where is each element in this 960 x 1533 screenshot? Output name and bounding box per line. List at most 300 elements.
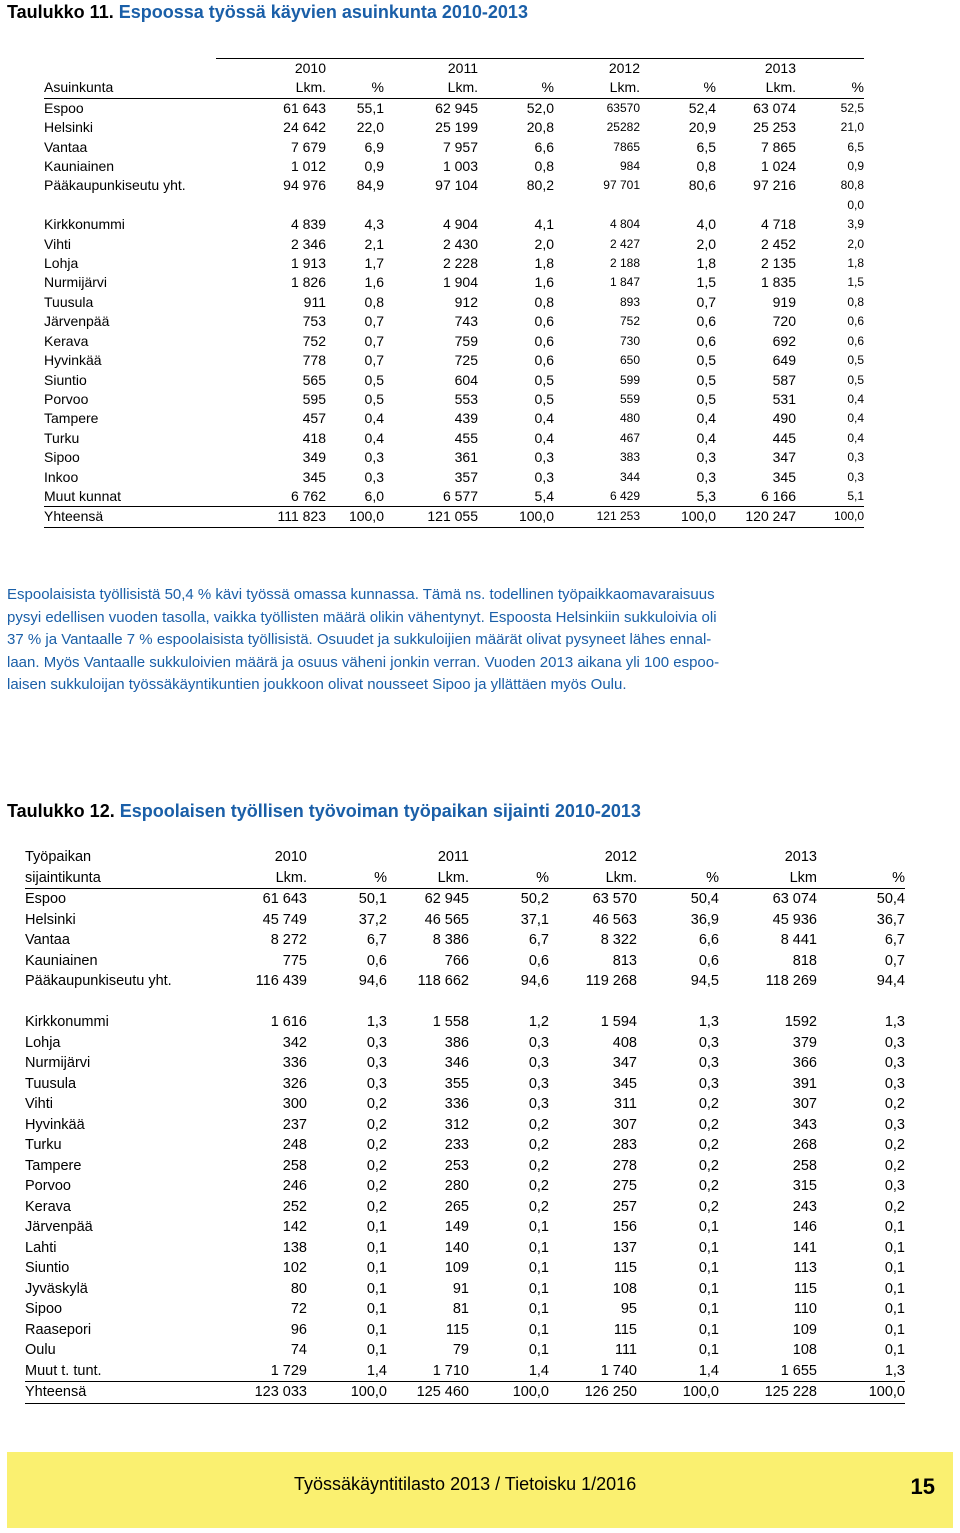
data-cell: 81 [452, 1301, 469, 1317]
data-cell: 0,3 [696, 468, 716, 485]
header-year: 2012 [604, 849, 637, 865]
data-cell: 1,6 [364, 274, 384, 291]
row-label: Oulu [25, 1342, 56, 1358]
data-cell: 1,3 [884, 1014, 905, 1030]
data-cell: 0,0 [847, 197, 864, 212]
header-row [25, 868, 905, 889]
data-cell: 0,1 [528, 1321, 549, 1338]
data-cell: 0,6 [847, 314, 864, 329]
row-label: Turku [44, 429, 80, 446]
row-label: Järvenpää [44, 313, 110, 330]
data-cell: 6,6 [534, 138, 554, 155]
data-cell: 0,2 [366, 1096, 387, 1112]
row-label: Sipoo [25, 1301, 63, 1317]
data-cell: 0,2 [698, 1157, 719, 1174]
data-cell: 142 [282, 1219, 307, 1235]
data-cell [640, 196, 716, 215]
data-cell: 0,3 [884, 1034, 905, 1051]
paragraph-line: laisen sukkuloijan työssäkäyntikuntien joukkoon olivat nousseet Sipoo ja yllättäen myös Oulu. [7, 676, 627, 693]
data-cell: 118 662 [417, 973, 469, 989]
data-cell: 50,2 [520, 891, 549, 907]
row-label: Yhteensä [25, 1382, 225, 1404]
row-label: Sipoo [44, 449, 80, 466]
data-cell: 326 [282, 1075, 307, 1092]
table-row [25, 1094, 905, 1115]
data-cell: 278 [612, 1157, 637, 1174]
row-label: Siuntio [44, 371, 87, 388]
table-row [44, 215, 864, 234]
data-cell: 347 [772, 449, 796, 466]
header-year: 2011 [384, 59, 478, 79]
data-cell: 25282 [606, 120, 640, 135]
data-cell: 0,4 [364, 410, 384, 427]
data-cell: 126 250 [549, 1382, 637, 1404]
data-cell: 94,6 [520, 973, 549, 989]
table-row [44, 98, 864, 118]
data-cell: 258 [282, 1157, 307, 1174]
data-cell [549, 992, 637, 1013]
table-row [44, 196, 864, 215]
data-cell: 0,6 [847, 333, 864, 348]
data-cell: 121 253 [554, 507, 640, 527]
data-cell: 439 [454, 410, 478, 427]
row-label: Tuusula [44, 293, 94, 310]
data-cell: 336 [282, 1055, 307, 1071]
header-unit: % [640, 78, 716, 98]
data-cell: 111 823 [216, 507, 326, 527]
data-cell: 1,8 [534, 255, 554, 272]
table-row [25, 1279, 905, 1300]
table-row [44, 371, 864, 390]
header-unit: Lkm [719, 868, 817, 889]
data-cell: 6,0 [364, 487, 384, 504]
data-cell: 141 [792, 1239, 817, 1256]
data-cell: 0,2 [884, 1198, 905, 1215]
table-row [25, 1074, 905, 1095]
data-cell: 386 [444, 1034, 469, 1051]
data-cell: 0,3 [366, 1075, 387, 1092]
data-cell: 345 [772, 468, 796, 485]
header-label: Asuinkunta [44, 78, 216, 98]
data-cell: 778 [302, 352, 326, 369]
data-cell: 984 [619, 159, 640, 174]
data-cell: 91 [452, 1280, 469, 1297]
data-cell: 0,1 [528, 1280, 549, 1297]
data-cell: 0,1 [698, 1260, 719, 1276]
table-row [25, 910, 905, 931]
data-cell: 1 594 [600, 1014, 637, 1030]
header-cell [307, 847, 387, 868]
data-cell: 0,3 [847, 469, 864, 484]
data-cell: 1,4 [698, 1362, 719, 1379]
data-cell: 118 269 [765, 973, 817, 989]
data-cell: 0,4 [696, 429, 716, 446]
data-cell [719, 992, 817, 1013]
data-cell: 0,1 [366, 1260, 387, 1276]
data-cell: 0,3 [698, 1055, 719, 1071]
data-cell: 6,9 [364, 138, 384, 155]
data-cell: 1 729 [270, 1362, 307, 1379]
paragraph-line: pysyi edellisen vuoden tasolla, vaikka työllisten määrä olikin vähentynyt. Espoosta Helsinkiin sukkuloivia oli [7, 608, 717, 626]
data-cell: 63570 [606, 100, 640, 115]
data-cell: 46 565 [424, 911, 469, 928]
data-cell: 383 [619, 450, 640, 465]
data-cell: 0,5 [534, 390, 554, 407]
data-cell: 1 558 [432, 1014, 469, 1030]
data-cell: 36,7 [876, 911, 905, 928]
data-cell: 649 [772, 352, 796, 369]
data-cell: 1 616 [270, 1014, 307, 1030]
table-row [44, 293, 864, 312]
data-cell: 1 835 [760, 274, 796, 291]
data-cell: 1592 [784, 1014, 817, 1030]
data-cell: 0,1 [366, 1342, 387, 1358]
table-11-number: Taulukko 11. [7, 2, 114, 22]
data-cell: 100,0 [637, 1382, 719, 1404]
data-cell: 6,7 [884, 932, 905, 948]
data-cell: 0,1 [698, 1239, 719, 1256]
table-row [25, 930, 905, 951]
data-cell: 0,2 [884, 1096, 905, 1112]
data-cell: 0,3 [847, 450, 864, 465]
header-row [44, 59, 864, 79]
page-footer [7, 1452, 953, 1528]
data-cell: 911 [303, 293, 326, 310]
paragraph-line: Espoolaisista työllisistä 50,4 % kävi työssä omassa kunnassa. Tämä ns. todellinen työpaikkaomavaraisuus [7, 586, 715, 603]
data-cell: 0,3 [534, 449, 554, 466]
total-row [44, 507, 864, 527]
data-cell: 357 [454, 468, 478, 485]
data-cell: 0,2 [698, 1096, 719, 1112]
table-12 [25, 847, 905, 1404]
data-cell: 0,1 [884, 1301, 905, 1317]
data-cell: 6 429 [609, 488, 640, 503]
data-cell: 6,5 [696, 138, 716, 155]
data-cell: 20,9 [688, 119, 716, 136]
header-year: 2011 [437, 849, 469, 865]
data-cell: 1,3 [698, 1014, 719, 1030]
data-cell: 0,5 [696, 352, 716, 369]
data-cell: 336 [444, 1096, 469, 1112]
data-cell: 692 [772, 332, 796, 349]
data-cell: 0,2 [528, 1137, 549, 1153]
row-label: Siuntio [25, 1260, 70, 1276]
row-label: Vantaa [44, 138, 88, 155]
header-unit: % [796, 78, 864, 98]
data-cell: 237 [282, 1116, 307, 1133]
data-cell: 283 [612, 1137, 637, 1153]
data-cell: 0,6 [698, 952, 719, 969]
row-label: Porvoo [25, 1178, 71, 1194]
table-row [44, 254, 864, 273]
data-cell: 0,1 [884, 1219, 905, 1235]
data-cell: 2,1 [364, 235, 384, 252]
table-row [25, 1115, 905, 1136]
row-label: Tuusula [25, 1075, 77, 1092]
table-12-heading: Espoolaisen työllisen työvoiman työpaikan sijainti 2010-2013 [119, 801, 641, 821]
data-cell: 95 [620, 1301, 637, 1317]
row-label: Espoo [44, 99, 84, 116]
data-cell: 2 346 [290, 235, 326, 252]
data-cell: 79 [452, 1342, 469, 1358]
data-cell: 480 [619, 411, 640, 426]
data-cell: 0,1 [698, 1280, 719, 1297]
data-cell: 366 [792, 1055, 817, 1071]
data-cell: 0,1 [366, 1321, 387, 1338]
data-cell: 0,3 [884, 1178, 905, 1194]
data-cell: 0,2 [366, 1157, 387, 1174]
data-cell: 355 [444, 1075, 469, 1092]
data-cell: 5,1 [847, 488, 864, 503]
data-cell: 0,4 [847, 391, 864, 406]
header-cell [796, 59, 864, 79]
data-cell: 94,4 [876, 973, 905, 989]
data-cell: 140 [444, 1239, 469, 1256]
data-cell: 0,2 [366, 1198, 387, 1215]
data-cell: 80,6 [688, 177, 716, 194]
data-cell: 4,1 [534, 216, 554, 233]
data-cell: 115 [613, 1260, 637, 1276]
data-cell: 110 [793, 1301, 817, 1317]
data-cell: 25 253 [753, 119, 796, 136]
data-cell: 0,1 [698, 1342, 719, 1358]
data-cell: 0,6 [534, 332, 554, 349]
data-cell: 1 655 [780, 1362, 817, 1379]
data-cell: 50,4 [690, 891, 719, 907]
data-cell: 1,2 [528, 1014, 549, 1030]
data-cell [307, 992, 387, 1013]
data-cell: 0,8 [847, 294, 864, 309]
data-cell: 0,3 [528, 1096, 549, 1112]
data-cell: 1,8 [847, 256, 864, 271]
data-cell: 0,3 [534, 468, 554, 485]
data-cell: 97 104 [435, 177, 478, 194]
data-cell: 94,6 [358, 973, 387, 989]
data-cell: 102 [282, 1260, 307, 1276]
data-cell: 1 740 [600, 1362, 637, 1379]
row-label [44, 196, 216, 215]
data-cell: 2,0 [696, 235, 716, 252]
data-cell: 720 [772, 313, 796, 330]
data-cell: 0,8 [534, 158, 554, 175]
data-cell: 6 577 [442, 487, 478, 504]
data-cell: 5,4 [534, 487, 554, 504]
data-cell: 108 [612, 1280, 637, 1297]
row-label: Porvoo [44, 390, 89, 407]
data-cell: 0,1 [528, 1301, 549, 1317]
data-cell: 246 [282, 1178, 307, 1194]
header-unit: Lkm. [225, 868, 307, 889]
data-cell: 0,2 [884, 1157, 905, 1174]
row-label: Nurmijärvi [44, 274, 107, 291]
data-cell: 2 452 [760, 235, 796, 252]
data-cell: 146 [792, 1219, 817, 1235]
data-cell: 0,6 [534, 352, 554, 369]
table-row [44, 448, 864, 467]
table-row [25, 889, 905, 910]
data-cell: 0,1 [884, 1342, 905, 1358]
data-cell: 0,7 [364, 313, 384, 330]
data-cell: 752 [619, 314, 640, 329]
table-row [25, 1053, 905, 1074]
data-cell [225, 992, 307, 1013]
data-cell: 63 570 [592, 891, 637, 907]
data-cell: 759 [454, 332, 478, 349]
data-cell: 268 [792, 1137, 817, 1153]
data-cell: 116 439 [255, 973, 307, 989]
data-cell: 109 [792, 1321, 817, 1338]
data-cell: 349 [302, 449, 326, 466]
data-cell: 108 [792, 1342, 817, 1358]
table-row [25, 1258, 905, 1279]
table-row [44, 409, 864, 428]
data-cell: 100,0 [307, 1382, 387, 1404]
data-cell: 604 [454, 371, 478, 388]
data-cell: 36,9 [690, 911, 719, 928]
data-cell: 1,3 [366, 1014, 387, 1030]
data-cell: 0,1 [528, 1342, 549, 1358]
data-cell: 0,4 [364, 429, 384, 446]
data-cell: 97 701 [603, 178, 640, 193]
row-label: Espoo [25, 891, 67, 907]
header-unit: % [637, 868, 719, 889]
row-label: Raasepori [25, 1321, 92, 1338]
data-cell: 6 166 [760, 487, 796, 504]
data-cell: 121 055 [384, 507, 478, 527]
data-cell: 0,3 [884, 1075, 905, 1092]
data-cell: 265 [444, 1198, 469, 1215]
data-cell: 0,2 [528, 1116, 549, 1133]
data-cell: 100,0 [478, 507, 554, 527]
data-cell: 0,1 [698, 1219, 719, 1235]
data-cell: 1,7 [364, 255, 384, 272]
data-cell: 0,7 [364, 332, 384, 349]
data-cell [637, 992, 719, 1013]
data-cell: 455 [454, 429, 478, 446]
data-cell: 1,5 [847, 275, 864, 290]
data-cell: 97 216 [753, 177, 796, 194]
table-11-heading: Espoossa työssä käyvien asuinkunta 2010-2013 [118, 2, 528, 22]
table-row [25, 1340, 905, 1361]
data-cell: 111 [614, 1342, 637, 1358]
table-row [25, 1135, 905, 1156]
data-cell: 2 430 [442, 235, 478, 252]
header-cell [478, 59, 554, 79]
data-cell: 7 957 [442, 138, 478, 155]
data-cell: 1,6 [534, 274, 554, 291]
data-cell: 45 749 [262, 911, 307, 928]
table-row [44, 157, 864, 176]
data-cell: 7865 [613, 139, 640, 154]
data-cell: 257 [612, 1198, 637, 1215]
data-cell: 0,1 [528, 1219, 549, 1235]
data-cell: 1,4 [528, 1362, 549, 1379]
row-label: Vihti [25, 1096, 53, 1112]
data-cell: 275 [612, 1178, 637, 1194]
data-cell: 0,1 [528, 1239, 549, 1256]
data-cell: 125 460 [387, 1382, 469, 1404]
data-cell: 8 441 [780, 932, 817, 948]
header-label: Työpaikan [25, 849, 92, 865]
data-cell: 0,2 [528, 1157, 549, 1174]
data-cell: 0,9 [364, 158, 384, 175]
data-cell: 0,5 [364, 371, 384, 388]
table-11 [44, 58, 864, 528]
data-cell: 100,0 [640, 507, 716, 527]
header-year: 2010 [216, 59, 326, 79]
table-row [25, 1012, 905, 1033]
data-cell [387, 992, 469, 1013]
row-label: Muut t. tunt. [25, 1362, 102, 1379]
data-cell: 300 [282, 1096, 307, 1112]
table-row [44, 429, 864, 448]
table-row [25, 1217, 905, 1238]
data-cell: 0,2 [698, 1198, 719, 1215]
data-cell: 1 012 [290, 158, 326, 175]
table-row [44, 176, 864, 195]
data-cell: 109 [444, 1260, 469, 1276]
row-label: Hyvinkää [44, 352, 102, 369]
data-cell: 0,3 [364, 449, 384, 466]
header-cell [44, 59, 216, 79]
data-cell: 391 [792, 1075, 817, 1092]
data-cell: 315 [792, 1178, 817, 1194]
header-cell [469, 847, 549, 868]
data-cell: 490 [772, 410, 796, 427]
data-cell: 0,3 [528, 1034, 549, 1051]
data-cell: 408 [612, 1034, 637, 1051]
data-cell: 1 826 [290, 274, 326, 291]
data-cell: 0,1 [698, 1321, 719, 1338]
row-label: Kirkkonummi [25, 1014, 109, 1030]
header-unit: Lkm. [216, 78, 326, 98]
table-row [44, 351, 864, 370]
data-cell: 113 [793, 1260, 817, 1276]
footer-publication: Työssäkäyntitilasto 2013 / Tietoisku 1/2016 [294, 1474, 637, 1494]
data-cell: 280 [444, 1178, 469, 1194]
header-unit: Lkm. [387, 868, 469, 889]
table-row [25, 1299, 905, 1320]
header-unit: % [307, 868, 387, 889]
paragraph-line: laan. Myös Vantaalle sukkuloivien määrä ja osuus väheni jonkin verran. Vuoden 2013 aikana yli 100 espoo- [7, 653, 720, 671]
data-cell: 0,2 [698, 1178, 719, 1194]
data-cell: 252 [282, 1198, 307, 1215]
data-cell: 0,6 [696, 313, 716, 330]
data-cell: 0,6 [696, 332, 716, 349]
data-cell: 345 [612, 1075, 637, 1092]
header-unit: Lkm. [549, 868, 637, 889]
data-cell: 418 [302, 429, 326, 446]
data-cell: 0,3 [884, 1055, 905, 1071]
row-label: Nurmijärvi [25, 1055, 91, 1071]
data-cell: 37,1 [520, 911, 549, 928]
data-cell: 72 [290, 1301, 307, 1317]
row-label: Tampere [44, 410, 99, 427]
data-cell: 1,8 [696, 255, 716, 272]
data-cell: 0,3 [696, 449, 716, 466]
data-cell: 311 [613, 1096, 637, 1112]
data-cell: 347 [612, 1055, 637, 1071]
row-label: Vihti [44, 235, 71, 252]
data-cell: 0,4 [847, 430, 864, 445]
data-cell: 587 [772, 371, 796, 388]
data-cell: 94,5 [690, 973, 719, 989]
data-cell: 0,5 [847, 372, 864, 387]
header-unit: Lkm. [716, 78, 796, 98]
data-cell: 342 [282, 1034, 307, 1051]
data-cell: 0,5 [696, 371, 716, 388]
header-cell [817, 847, 905, 868]
